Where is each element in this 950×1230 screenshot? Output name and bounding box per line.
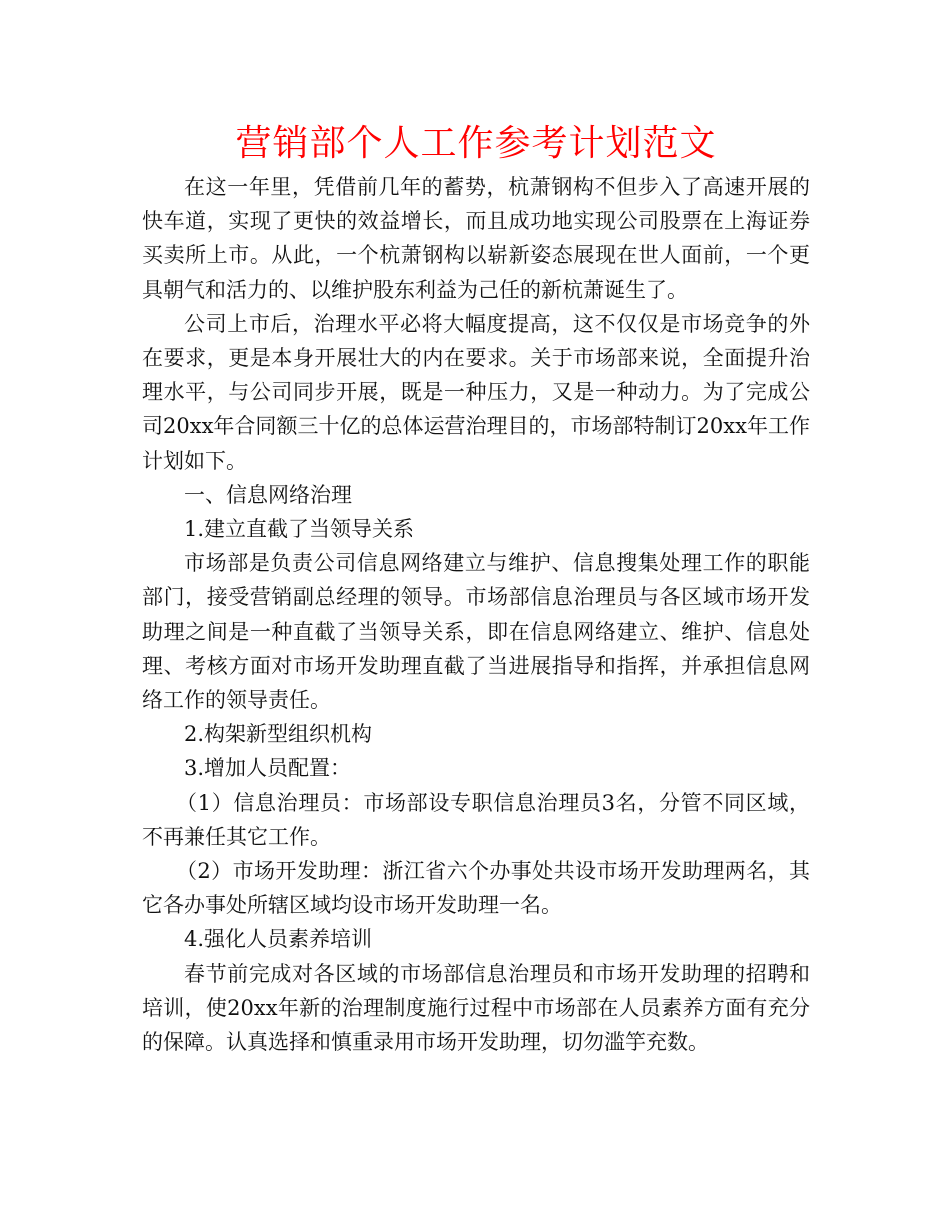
section-heading-info-network: 一、信息网络治理 — [184, 482, 352, 507]
document-title: 营销部个人工作参考计划范文 — [235, 123, 717, 164]
item-staffing: 3.增加人员配置： — [184, 756, 352, 781]
paragraph-info-manager: （1）信息治理员：市场部设专职信息治理员3名，分管不同区域，不再兼任其它工作。 — [142, 790, 810, 849]
paragraph-listing: 公司上市后，治理水平必将大幅度提高，这不仅仅是市场竞争的外在要求，更是本身开展壮大的内在要求。关于市场部来说，全面提升治理水平，与公司同步开展，既是一种压力，又是一种动力。为了完成公司20xx年合同额三十亿的总体运营治理目的，市场部特制订20xx年工作计划如下。 — [142, 311, 810, 473]
paragraph-intro: 在这一年里，凭借前几年的蓄势，杭萧钢构不但步入了高速开展的快车道，实现了更快的效益增长，而且成功地实现公司股票在上海证券买卖所上市。从此，一个杭萧钢构以崭新姿态展现在世人面前，一个更具朝气和活力的、以维护股东利益为己任的新杭萧诞生了。 — [142, 175, 810, 302]
document-body — [142, 118, 810, 1059]
item-training: 4.强化人员素养培训 — [184, 927, 373, 952]
paragraph-market-assistant: （2）市场开发助理：浙江省六个办事处共设市场开发助理两名，其它各办事处所辖区域均设市场开发助理一名。 — [142, 859, 810, 918]
item-direct-leadership: 1.建立直截了当领导关系 — [184, 517, 415, 542]
paragraph-training: 春节前完成对各区域的市场部信息治理员和市场开发助理的招聘和培训，使20xx年新的治理制度施行过程中市场部在人员素养方面有充分的保障。认真选择和慎重录用市场开发助理，切勿滥竽充数。 — [142, 961, 810, 1055]
item-new-organization: 2.构架新型组织机构 — [184, 722, 373, 747]
paragraph-market-dept: 市场部是负责公司信息网络建立与维护、信息搜集处理工作的职能部门，接受营销副总经理的领导。市场部信息治理员与各区域市场开发助理之间是一种直截了当领导关系，即在信息网络建立、维护、信息处理、考核方面对市场开发助理直截了当进展指导和指挥，并承担信息网络工作的领导责任。 — [142, 551, 810, 713]
